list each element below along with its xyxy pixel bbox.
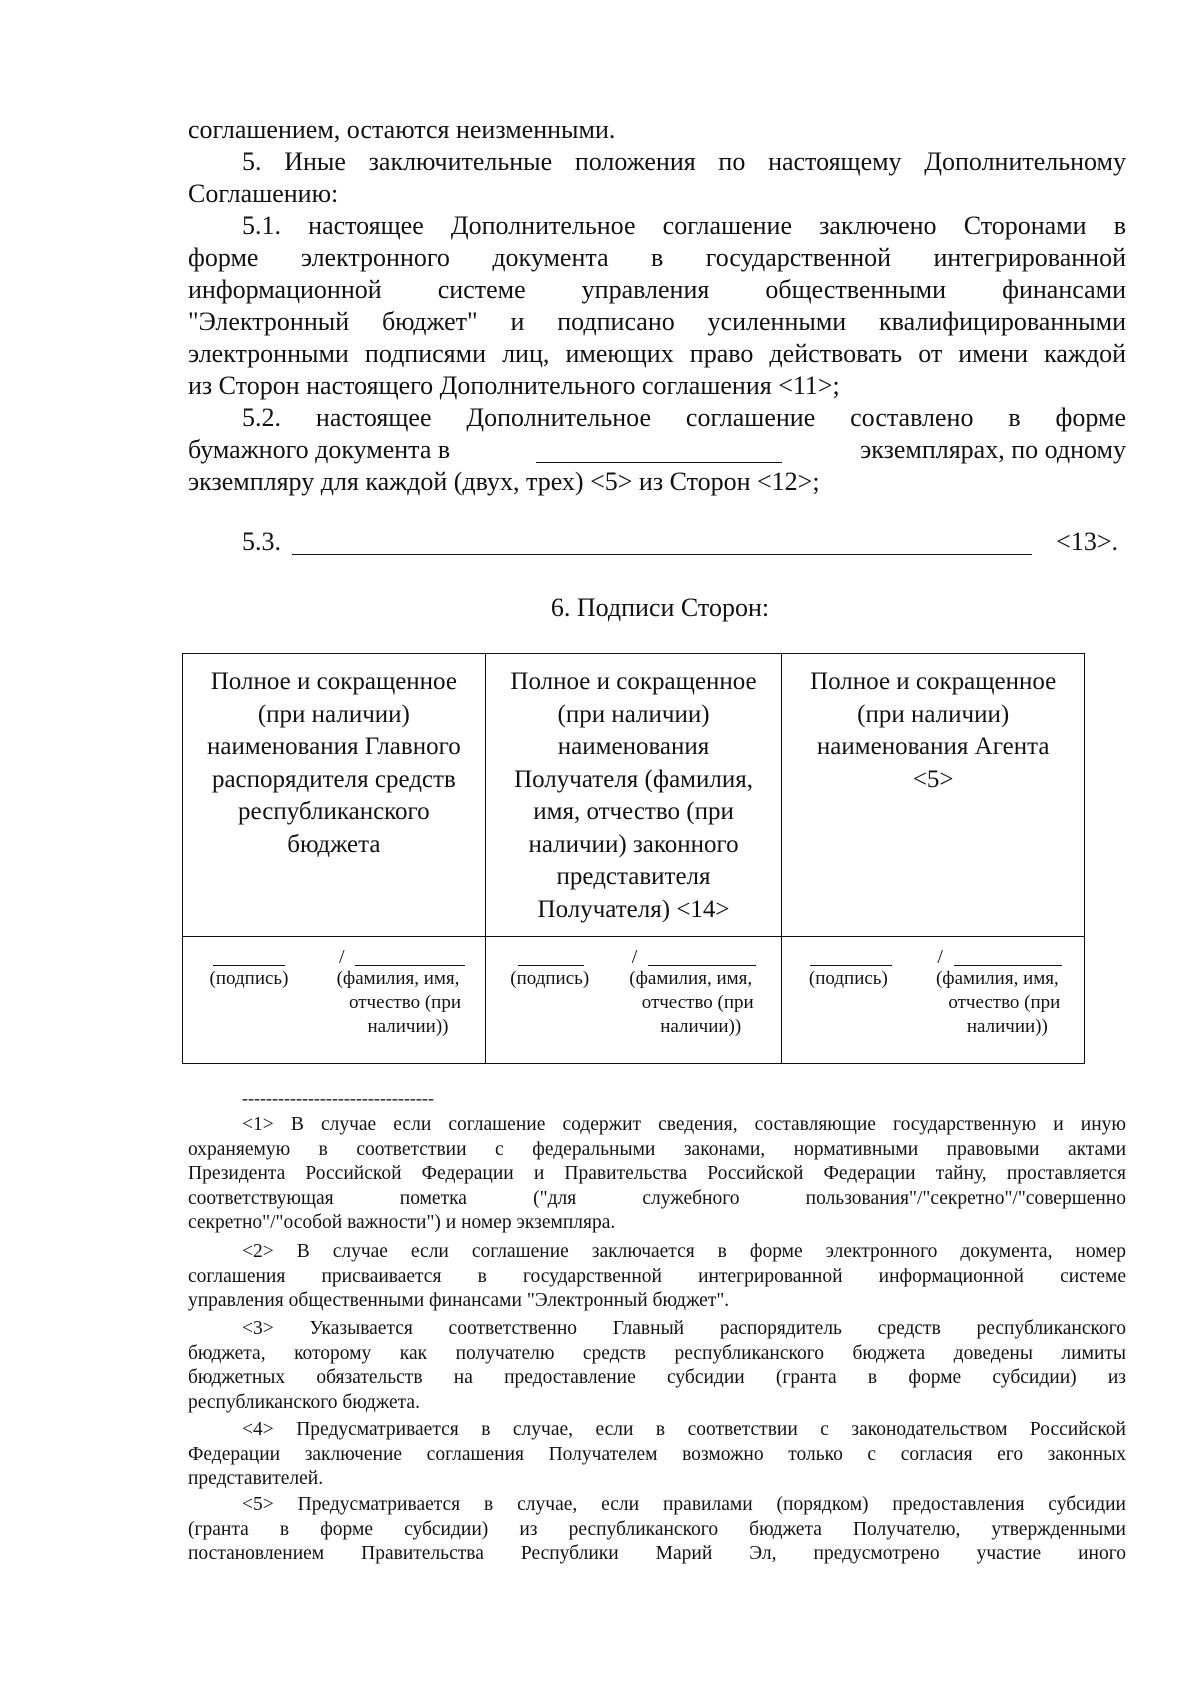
name-label-line: отчество (при <box>948 992 1061 1013</box>
footnote-line: Федерации заключение соглашения Получателем возможно только с согласия его законных <box>188 1443 1126 1465</box>
footnote-2 <box>188 1240 1126 1314</box>
footnote-line: управления общественными финансами "Электронный бюджет". <box>188 1290 730 1311</box>
header-line: наименования Главного <box>207 733 461 760</box>
body-line: из Сторон настоящего Дополнительного соглашения <11>; <box>188 371 840 400</box>
signatures-title: 6. Подписи Сторон: <box>550 593 770 622</box>
body-line-with-blank <box>188 434 1126 466</box>
signatures-table <box>182 653 1085 1064</box>
header-line: наименования Агента <box>816 733 1050 760</box>
name-label-line: отчество (при <box>641 992 754 1013</box>
signature-label: (подпись) <box>510 968 590 989</box>
footnote-line: (гранта в форме субсидии) из республиканского бюджета Получателю, утвержденными <box>188 1518 1126 1540</box>
copies-blank <box>536 438 782 463</box>
footnote-line: <2> В случае если соглашение заключается в форме электронного документа, номер <box>242 1241 1126 1262</box>
name-line <box>954 953 1062 966</box>
body-line: Соглашению: <box>188 179 339 208</box>
name-label <box>616 967 766 1039</box>
header-line: (при наличии) <box>557 700 710 728</box>
name-label-line: (фамилия, имя, <box>935 968 1059 989</box>
footnote-line: охраняемую в соответствии с федеральными законами, нормативными правовыми актами <box>188 1138 1126 1160</box>
footnote-line: соглашения присваивается в государственной интегрированной информационной системе <box>188 1265 1126 1287</box>
footnote-line: бюджетных обязательств на предоставление субсидии (гранта в форме субсидии) из <box>188 1367 1126 1388</box>
body-line: 5.1. настоящее Дополнительное соглашение заключено Сторонами в <box>242 211 1126 240</box>
signatures-header-row <box>183 654 1085 937</box>
header-line: распорядителя средств <box>211 765 456 793</box>
footnote-line: республиканского бюджета. <box>188 1391 420 1413</box>
signature-cell <box>485 937 782 1064</box>
name-label <box>922 967 1072 1039</box>
signature-line <box>810 953 892 966</box>
footnote-1 <box>188 1113 1126 1236</box>
line-part-after: экземплярах, по одному <box>860 435 1126 464</box>
header-line: (при наличии) <box>857 700 1010 728</box>
header-line: <5> <box>912 765 954 793</box>
footnote-line: Президента Российской Федерации и Правительства Российской Федерации тайну, проставляется <box>188 1163 1126 1184</box>
slash: / <box>631 946 638 968</box>
footnote-line: представителей. <box>188 1468 324 1489</box>
footnote-line: <3> Указывается соответственно Главный распорядитель средств республиканского <box>242 1318 1126 1339</box>
footnote-line: постановлением Правительства Республики Марий Эл, предусмотрено участие иного <box>188 1543 1126 1564</box>
body-line: форме электронного документа в государственной интегрированной <box>188 243 1126 272</box>
clause-53-blank <box>292 530 1032 555</box>
header-line: Полное и сокращенное <box>210 668 457 695</box>
body-line: "Электронный бюджет" и подписано усиленными квалифицированными <box>188 307 1126 336</box>
body-line: информационной системе управления общественными финансами <box>188 275 1126 304</box>
party-cell-agent <box>782 654 1085 937</box>
body-line: электронными подписями лиц, имеющих право действовать от имени каждой <box>188 339 1126 368</box>
name-line <box>648 953 756 966</box>
header-line: бюджета <box>287 830 381 858</box>
footnote-line: <4> Предусматривается в случае, если в соответствии с законодательством Российской <box>242 1419 1126 1440</box>
footnote-line: секретно"/"особой важности") и номер экземпляра. <box>188 1212 616 1233</box>
name-label-line: наличии)) <box>966 1016 1048 1037</box>
header-line: (при наличии) <box>257 700 410 728</box>
body-line: экземпляру для каждой (двух, трех) <5> из Сторон <12>; <box>188 467 820 496</box>
footnote-5 <box>188 1493 1126 1567</box>
header-line: представителя <box>556 863 711 890</box>
name-line <box>355 953 465 966</box>
header-line: республиканского <box>238 798 430 825</box>
body-line: 5.2. настоящее Дополнительное соглашение составлено в форме <box>242 403 1126 432</box>
signature-cell <box>183 937 486 1064</box>
header-line: наличии) законного <box>528 830 739 858</box>
party-cell-recipient <box>485 654 782 937</box>
signature-label: (подпись) <box>209 968 289 989</box>
name-label <box>323 967 473 1039</box>
clause-53-number: 5.3. <box>242 527 281 556</box>
clause-53-ref: <13>. <box>1056 527 1118 556</box>
footnote-4 <box>188 1418 1126 1492</box>
signature-line <box>518 953 584 966</box>
party-cell-main-distributor <box>183 654 486 937</box>
signature-label: (подпись) <box>808 968 888 989</box>
slash: / <box>937 946 943 968</box>
header-line: Получателя (фамилия, <box>514 765 753 793</box>
name-label-line: отчество (при <box>348 992 461 1013</box>
footnote-separator: -------------------------------- <box>242 1088 434 1108</box>
header-line: Полное и сокращенное <box>510 668 757 695</box>
line-part-before: бумажного документа в <box>188 435 451 464</box>
footnote-line: <5> Предусматривается в случае, если правилами (порядком) предоставления субсидии <box>242 1494 1126 1515</box>
slash: / <box>339 946 345 968</box>
header-line: Получателя) <14> <box>537 895 730 923</box>
footnote-3 <box>188 1317 1126 1415</box>
header-line: наименования <box>557 733 710 760</box>
name-label-line: наличии)) <box>660 1016 742 1037</box>
clause-53 <box>242 526 1122 558</box>
name-label-line: наличии)) <box>367 1016 449 1037</box>
header-line: Полное и сокращенное <box>810 668 1057 695</box>
name-label-line: (фамилия, имя, <box>336 968 460 989</box>
footnote-line: <1> В случае если соглашение содержит сведения, составляющие государственную и иную <box>242 1114 1126 1135</box>
footnote-line: бюджета, которому как получателю средств республиканского бюджета доведены лимиты <box>188 1342 1126 1364</box>
body-line: 5. Иные заключительные положения по настоящему Дополнительному <box>242 147 1126 176</box>
signatures-sign-row <box>183 937 1085 1064</box>
header-line: имя, отчество (при <box>533 798 734 825</box>
name-label-line: (фамилия, имя, <box>629 968 753 989</box>
signature-line <box>213 953 285 966</box>
footnote-line: соответствующая пометка ("для служебного пользования"/"секретно"/"совершенно <box>188 1187 1126 1209</box>
body-line: соглашением, остаются неизменными. <box>188 115 616 144</box>
signature-cell <box>782 937 1085 1064</box>
